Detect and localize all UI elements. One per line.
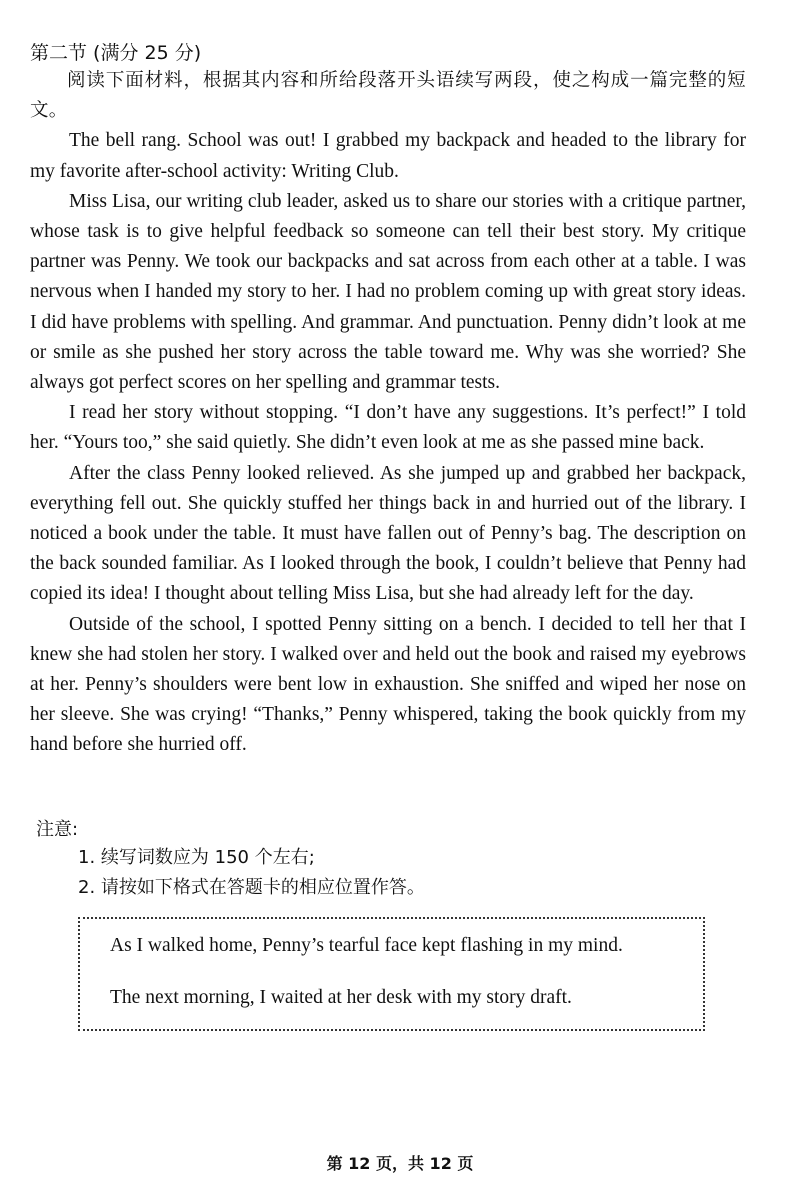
instruction-text: 阅读下面材料，根据其内容和所给段落开头语续写两段，使之构成一篇完整的短文。 (30, 70, 746, 122)
answer-format-box (78, 917, 705, 1031)
section-title: 第二节 (满分 25 分) (30, 42, 202, 64)
notes-title: 注意: (36, 819, 79, 840)
note-item-2: 2. 请按如下格式在答题卡的相应位置作答。 (78, 877, 425, 898)
page-number-footer: 第 12 页，共 12 页 (326, 1154, 474, 1173)
note-item-1: 1. 续写词数应为 150 个左右; (78, 847, 315, 868)
paragraph-2: Miss Lisa, our writing club leader, asked us to share our stories with a critique partner, whose task is to give helpful feedback so someone can tell their best story. My critique partner was Penny. We took our backpacks and sat across from each other at a table. I was nervous when I handed my story to her. I had no problem coming up with great story ideas. I did have problems with spelling. And grammar. And punctuation. Penny didn’t look at me or smile as she pushed her story across the table toward me. Why was she worried? She always got perfect scores on her spelling and grammar tests. (30, 190, 746, 394)
passage (30, 66, 746, 761)
answer-opening-line-2: The next morning, I waited at her desk with my story draft. (110, 987, 572, 1008)
answer-opening-line-1: As I walked home, Penny’s tearful face kept flashing in my mind. (110, 935, 623, 956)
notes-list (78, 843, 425, 903)
paragraph-1: The bell rang. School was out! I grabbed my backpack and headed to the library for my favorite after-school activity: Writing Club. (30, 130, 746, 182)
paragraph-5: Outside of the school, I spotted Penny sitting on a bench. I decided to tell her that I knew she had stolen her story. I walked over and held out the book and raised my eyebrows at her. Penny’s shoulders were bent low in exhaustion. She sniffed and wiped her nose on her sleeve. She was crying! “Thanks,” Penny whispered, taking the book quickly from my hand before she hurried off. (30, 613, 746, 756)
paragraph-4: After the class Penny looked relieved. As she jumped up and grabbed her backpack, everything fell out. She quickly stuffed her things back in and hurried out of the library. I noticed a book under the table. It must have fallen out of Penny’s bag. The description on the back sounded familiar. As I looked through the book, I couldn’t believe that Penny had copied its idea! I thought about telling Miss Lisa, but she had already left for the day. (30, 462, 746, 605)
paragraph-3: I read her story without stopping. “I don’t have any suggestions. It’s perfect!” I told her. “Yours too,” she said quietly. She didn’t even look at me as she passed mine back. (30, 402, 746, 454)
